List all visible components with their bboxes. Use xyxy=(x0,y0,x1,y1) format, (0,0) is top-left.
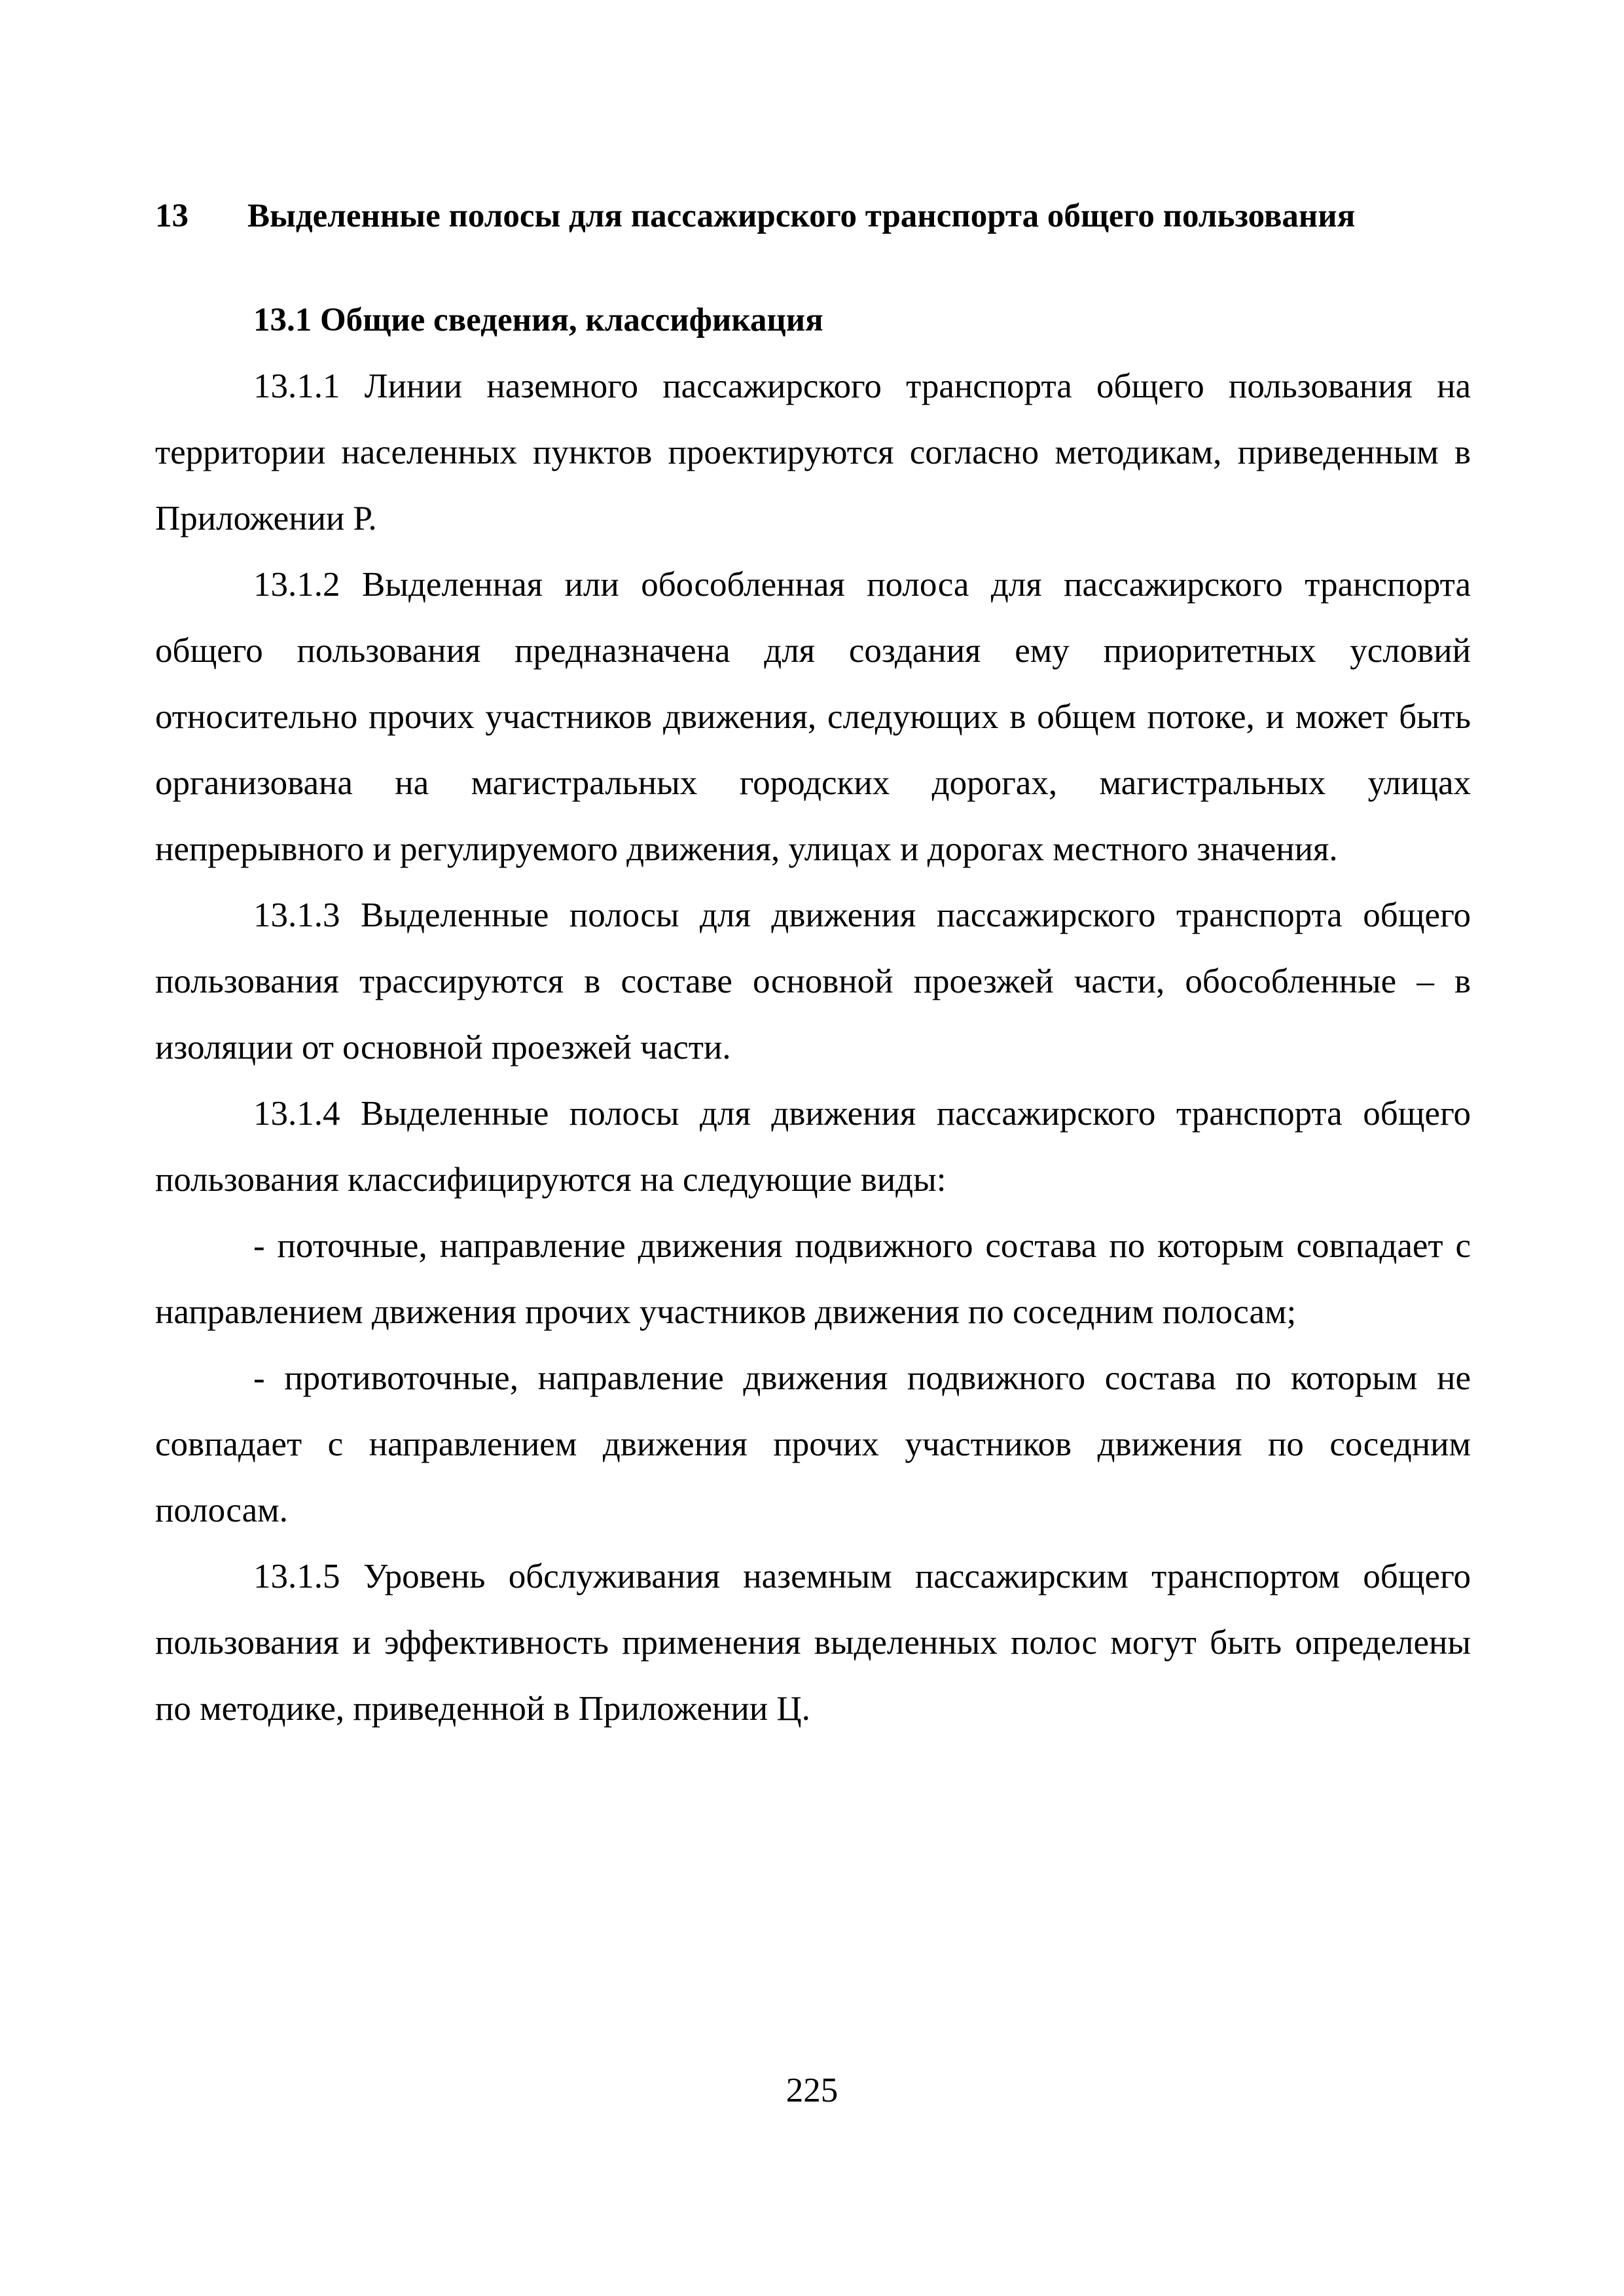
list-item-flow-lanes: - поточные, направление движения подвижного состава по которым совпадает с направлением движения прочих участников движения по соседним полосам; xyxy=(155,1227,1471,1331)
paragraph-13-1-1: 13.1.1 Линии наземного пассажирского транспорта общего пользования на территории населенных пунктов проектируются согласно методикам, приведенным в Приложении Р. xyxy=(155,367,1471,538)
paragraph-13-1-2: 13.1.2 Выделенная или обособленная полоса для пассажирского транспорта общего пользования предназначена для создания ему приоритетных условий относительно прочих участников движения, следующих в общем потоке, и может быть организована на магистральных городских дорогах, магистральных улицах непрерывного и регулируемого движения, улицах и дорогах местного значения. xyxy=(155,566,1471,868)
list-item-counterflow-lanes: - противоточные, направление движения подвижного состава по которым не совпадает с направлением движения прочих участников движения по соседним полосам. xyxy=(155,1359,1471,1529)
page-number: 225 xyxy=(785,2071,839,2109)
paragraph-13-1-5: 13.1.5 Уровень обслуживания наземным пассажирским транспортом общего пользования и эффективность применения выделенных полос могут быть определены по методике, приведенной в Приложении Ц. xyxy=(155,1558,1471,1728)
document-body xyxy=(155,183,1471,1742)
paragraph-13-1-4: 13.1.4 Выделенные полосы для движения пассажирского транспорта общего пользования классифицируются на следующие виды: xyxy=(155,1095,1471,1199)
chapter-title: Выделенные полосы для пассажирского транспорта общего пользования xyxy=(247,198,1356,234)
chapter-heading xyxy=(155,183,1471,249)
chapter-number: 13 xyxy=(155,198,189,234)
paragraph-13-1-3: 13.1.3 Выделенные полосы для движения пассажирского транспорта общего пользования трассируются в составе основной проезжей части, обособленные – в изоляции от основной проезжей части. xyxy=(155,896,1471,1066)
section-heading: 13.1 Общие сведения, классификация xyxy=(253,302,823,338)
